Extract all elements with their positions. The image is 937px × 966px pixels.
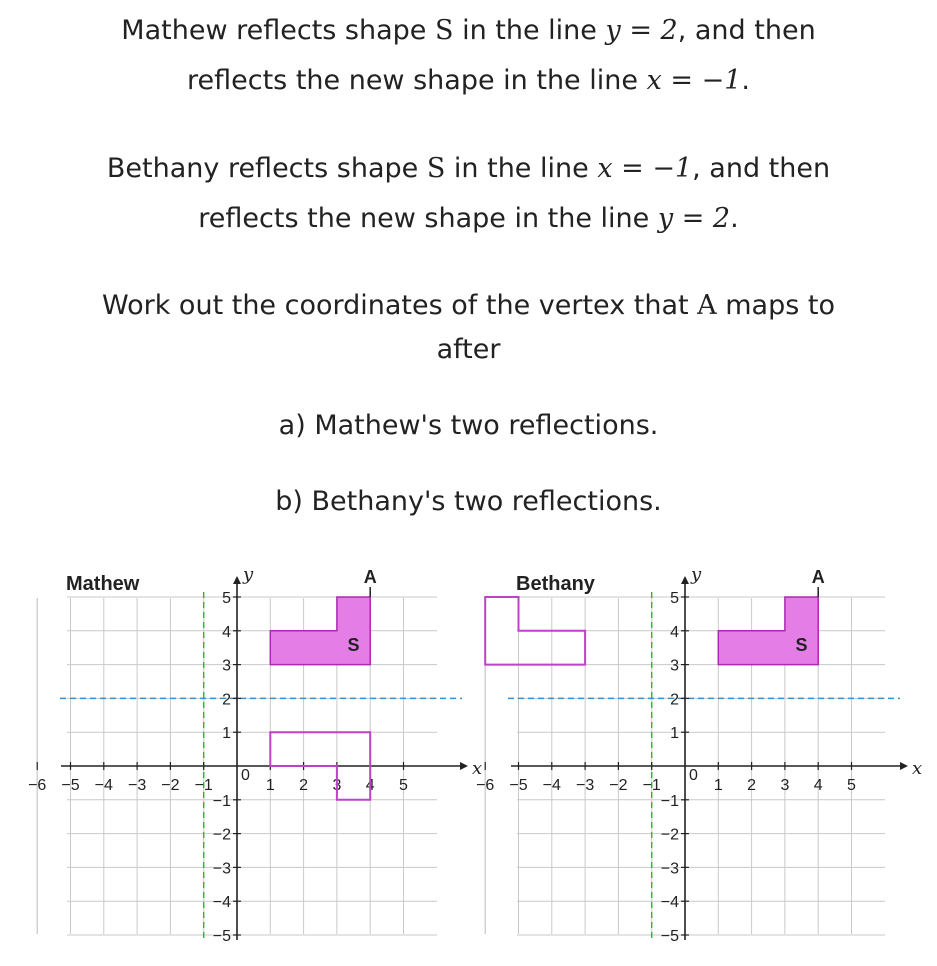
- x-tick-label: −2: [161, 777, 180, 794]
- x-tick-label: 4: [365, 777, 375, 794]
- shape-name: S: [435, 15, 454, 46]
- question-line-4: reflects the new shape in the line y = 2.: [198, 203, 739, 234]
- question-line-2: reflects the new shape in the line x = −1.: [187, 65, 750, 96]
- x-tick-label: −1: [642, 777, 661, 794]
- y-tick-label: 4: [222, 623, 231, 641]
- x-tick-label: −3: [575, 777, 595, 794]
- x-tick-label: −6: [476, 777, 495, 794]
- y-tick-label: −4: [660, 894, 679, 912]
- y-tick-label: 1: [670, 725, 679, 743]
- shape-s-label: S: [795, 635, 808, 656]
- x-axis-arrow-icon: [900, 762, 908, 770]
- x-tick-label: −5: [61, 777, 80, 794]
- reflected-shape: [485, 597, 585, 665]
- y-axis-label: y: [691, 564, 702, 585]
- x-tick-label: −5: [509, 777, 528, 794]
- shape-s-label: S: [347, 635, 360, 656]
- x-tick-label: 2: [299, 777, 309, 794]
- x-tick-label: −4: [94, 777, 113, 794]
- y-tick-label: −4: [212, 894, 231, 912]
- y-tick-label: −1: [660, 792, 679, 810]
- origin-label: 0: [241, 767, 250, 784]
- coordinate-grid-bethany: [476, 564, 922, 945]
- y-tick-label: −5: [212, 928, 231, 945]
- x-tick-label: −3: [127, 777, 147, 794]
- x-tick-label: 5: [399, 777, 408, 794]
- vertex-a-label: A: [363, 567, 377, 587]
- y-axis-arrow-icon: [681, 576, 689, 584]
- x-axis-arrow-icon: [460, 762, 468, 770]
- x-tick-label: 4: [813, 777, 823, 794]
- question-line-6: after: [436, 334, 501, 365]
- shape-name: S: [426, 153, 446, 184]
- y-tick-label: 2: [670, 691, 679, 709]
- y-tick-label: −2: [660, 826, 679, 844]
- x-tick-label: −6: [28, 777, 47, 794]
- origin-label: 0: [689, 767, 698, 784]
- y-axis-label: y: [243, 564, 254, 585]
- mirror-equation: y = 2: [605, 15, 678, 46]
- y-tick-label: 1: [222, 725, 231, 743]
- x-tick-label: 1: [265, 777, 275, 794]
- graph-title: Mathew: [66, 573, 140, 595]
- y-tick-label: 3: [222, 657, 231, 675]
- mirror-equation: x = −1: [597, 153, 693, 184]
- graph-title: Bethany: [516, 573, 595, 595]
- question-line-1: Mathew reflects shape S in the line y = 2, and then: [121, 15, 816, 46]
- y-tick-label: 3: [670, 657, 679, 675]
- x-tick-label: −1: [194, 777, 213, 794]
- y-tick-label: −2: [212, 826, 231, 844]
- x-axis-label: x: [912, 758, 923, 779]
- question-line-5: Work out the coordinates of the vertex that A maps to: [101, 290, 835, 321]
- mirror-equation: y = 2: [657, 203, 731, 234]
- y-tick-label: 5: [222, 590, 231, 607]
- y-tick-label: −1: [212, 792, 231, 810]
- x-tick-label: 1: [713, 777, 723, 794]
- mirror-equation: x = −1: [646, 65, 742, 96]
- x-axis-label: x: [472, 758, 483, 779]
- x-tick-label: 3: [332, 777, 342, 794]
- part-a: a) Mathew's two reflections.: [278, 410, 659, 441]
- part-b: b) Bethany's two reflections.: [275, 486, 662, 517]
- y-tick-label: −3: [660, 860, 679, 878]
- y-axis-arrow-icon: [233, 576, 241, 584]
- x-tick-label: −2: [609, 777, 628, 794]
- vertex-name: A: [697, 290, 717, 321]
- x-tick-label: 2: [747, 777, 757, 794]
- y-tick-label: −5: [660, 928, 679, 945]
- x-tick-label: 3: [780, 777, 790, 794]
- vertex-a-label: A: [811, 567, 825, 587]
- y-tick-label: 5: [670, 590, 679, 607]
- y-tick-label: −3: [212, 860, 231, 878]
- y-tick-label: 2: [222, 691, 231, 709]
- x-tick-label: 5: [847, 777, 856, 794]
- x-tick-label: −4: [542, 777, 561, 794]
- coordinate-grid-mathew: [28, 564, 482, 945]
- y-tick-label: 4: [670, 623, 679, 641]
- question-line-3: Bethany reflects shape S in the line x = −1, and then: [106, 153, 831, 184]
